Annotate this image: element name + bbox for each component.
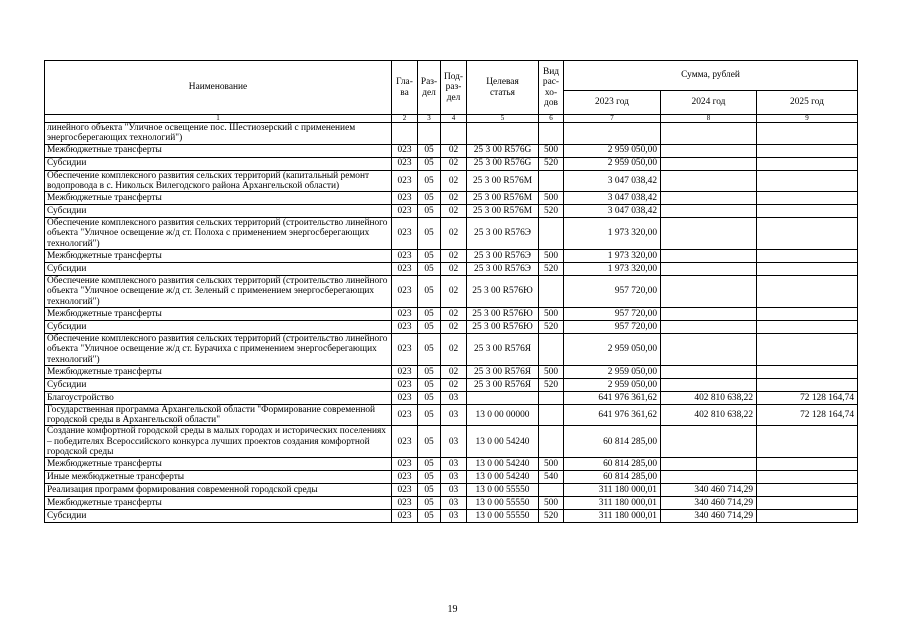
row-name: Государственная программа Архангельской области "Формирование современной городской среды в Архангельской области" [45, 404, 392, 426]
row-subsection: 03 [441, 391, 467, 404]
row-target: 25 3 00 R576Ю [467, 320, 539, 333]
row-exp-type [539, 391, 564, 404]
header-exp-type [539, 61, 564, 115]
row-sum-2024 [661, 378, 757, 391]
row-exp-type: 500 [539, 365, 564, 378]
table-row [45, 218, 858, 250]
row-section: 05 [418, 404, 441, 426]
row-target: 25 3 00 R576Э [467, 263, 539, 276]
row-subsection: 02 [441, 144, 467, 157]
row-section: 05 [418, 263, 441, 276]
table-row [45, 458, 858, 471]
row-sum-2024: 402 810 638,22 [661, 404, 757, 426]
row-subsection: 02 [441, 276, 467, 308]
row-target: 25 3 00 R576Я [467, 378, 539, 391]
row-chapter: 023 [392, 320, 418, 333]
row-name: Межбюджетные трансферты [45, 365, 392, 378]
table-row [45, 320, 858, 333]
table-row [45, 276, 858, 308]
row-name: Иные межбюджетные трансферты [45, 471, 392, 484]
table-body [45, 123, 858, 523]
row-chapter: 023 [392, 144, 418, 157]
row-chapter: 023 [392, 484, 418, 497]
row-sum-2024 [661, 144, 757, 157]
row-sum-2023: 311 180 000,01 [564, 497, 661, 510]
row-sum-2025 [757, 333, 858, 365]
header-chapter [392, 61, 418, 115]
row-sum-2023: 60 814 285,00 [564, 471, 661, 484]
row-chapter: 023 [392, 157, 418, 170]
row-sum-2023: 2 959 050,00 [564, 333, 661, 365]
table-row [45, 365, 858, 378]
row-subsection: 03 [441, 484, 467, 497]
row-name: Межбюджетные трансферты [45, 458, 392, 471]
row-exp-type: 500 [539, 144, 564, 157]
row-section: 05 [418, 170, 441, 192]
row-exp-type: 520 [539, 157, 564, 170]
table-row [45, 170, 858, 192]
row-chapter: 023 [392, 471, 418, 484]
row-target: 25 3 00 R576Я [467, 365, 539, 378]
row-target: 13 0 00 55550 [467, 497, 539, 510]
row-section: 05 [418, 307, 441, 320]
row-name: Межбюджетные трансферты [45, 497, 392, 510]
row-target: 13 0 00 54240 [467, 426, 539, 458]
header-target-label: Целевая статья [486, 77, 519, 98]
row-sum-2025 [757, 307, 858, 320]
header-year-2024: 2024 год [661, 91, 757, 115]
row-sum-2023: 60 814 285,00 [564, 426, 661, 458]
table-row [45, 157, 858, 170]
row-sum-2025 [757, 497, 858, 510]
row-target: 25 3 00 R576Ю [467, 276, 539, 308]
row-sum-2025 [757, 471, 858, 484]
row-sum-2025 [757, 276, 858, 308]
row-name: Межбюджетные трансферты [45, 192, 392, 205]
row-sum-2024 [661, 426, 757, 458]
row-name: Обеспечение комплексного развития сельских территорий (строительство линейного объекта "Уличное освещение ж/д ст. Бурачиха с применением энергосберегающих технологий") [45, 333, 392, 365]
row-subsection: 02 [441, 307, 467, 320]
header-section [418, 61, 441, 115]
row-target [467, 391, 539, 404]
row-subsection: 03 [441, 458, 467, 471]
header-name: Наименование [45, 61, 392, 115]
header-subsection-label: Под- раз- дел [443, 72, 464, 103]
row-sum-2023: 3 047 038,42 [564, 205, 661, 218]
row-sum-2024 [661, 192, 757, 205]
row-sum-2025 [757, 250, 858, 263]
row-section: 05 [418, 320, 441, 333]
row-subsection: 02 [441, 170, 467, 192]
row-sum-2024 [661, 263, 757, 276]
row-target: 13 0 00 55550 [467, 484, 539, 497]
row-exp-type: 520 [539, 510, 564, 523]
row-exp-type: 500 [539, 307, 564, 320]
row-exp-type: 540 [539, 471, 564, 484]
row-exp-type [539, 333, 564, 365]
row-target: 25 3 00 R576Я [467, 333, 539, 365]
row-sum-2023: 2 959 050,00 [564, 144, 661, 157]
row-exp-type [539, 170, 564, 192]
index-cell: 9 [757, 115, 858, 123]
row-sum-2024 [661, 365, 757, 378]
row-sum-2023: 1 973 320,00 [564, 218, 661, 250]
row-subsection: 03 [441, 426, 467, 458]
row-sum-2024 [661, 157, 757, 170]
row-name: Субсидии [45, 320, 392, 333]
row-chapter [392, 123, 418, 145]
row-name: Межбюджетные трансферты [45, 250, 392, 263]
row-chapter: 023 [392, 205, 418, 218]
row-sum-2025 [757, 144, 858, 157]
table-row [45, 307, 858, 320]
row-sum-2024: 340 460 714,29 [661, 497, 757, 510]
row-target: 25 3 00 R576G [467, 144, 539, 157]
row-exp-type [539, 426, 564, 458]
row-sum-2025 [757, 365, 858, 378]
budget-table [44, 60, 858, 523]
row-subsection: 02 [441, 205, 467, 218]
row-sum-2023: 957 720,00 [564, 276, 661, 308]
table-row [45, 510, 858, 523]
row-sum-2025 [757, 123, 858, 145]
row-chapter: 023 [392, 404, 418, 426]
row-target: 25 3 00 R576Ю [467, 307, 539, 320]
row-target: 13 0 00 54240 [467, 458, 539, 471]
row-sum-2025 [757, 426, 858, 458]
row-chapter: 023 [392, 391, 418, 404]
row-exp-type [539, 484, 564, 497]
row-section: 05 [418, 391, 441, 404]
row-target: 25 3 00 R576Э [467, 218, 539, 250]
row-section: 05 [418, 484, 441, 497]
row-section: 05 [418, 458, 441, 471]
row-name: Субсидии [45, 263, 392, 276]
row-sum-2023: 2 959 050,00 [564, 157, 661, 170]
row-sum-2023: 3 047 038,42 [564, 170, 661, 192]
index-cell: 7 [564, 115, 661, 123]
table-row [45, 192, 858, 205]
row-subsection [441, 123, 467, 145]
table-row [45, 426, 858, 458]
row-sum-2024 [661, 471, 757, 484]
index-cell: 3 [418, 115, 441, 123]
row-subsection: 03 [441, 497, 467, 510]
index-cell: 6 [539, 115, 564, 123]
table-row [45, 404, 858, 426]
row-target: 25 3 00 R576G [467, 157, 539, 170]
row-sum-2024 [661, 250, 757, 263]
row-chapter: 023 [392, 497, 418, 510]
row-target [467, 123, 539, 145]
row-chapter: 023 [392, 458, 418, 471]
table-row [45, 471, 858, 484]
table-row [45, 497, 858, 510]
header-subsection [441, 61, 467, 115]
row-subsection: 02 [441, 157, 467, 170]
table-row [45, 205, 858, 218]
row-target: 25 3 00 R576M [467, 205, 539, 218]
row-subsection: 03 [441, 404, 467, 426]
row-section: 05 [418, 426, 441, 458]
row-sum-2023: 2 959 050,00 [564, 365, 661, 378]
row-name: Субсидии [45, 157, 392, 170]
row-exp-type [539, 123, 564, 145]
row-chapter: 023 [392, 378, 418, 391]
row-section: 05 [418, 497, 441, 510]
row-sum-2025 [757, 510, 858, 523]
row-section: 05 [418, 276, 441, 308]
row-section: 05 [418, 192, 441, 205]
row-subsection: 02 [441, 378, 467, 391]
row-sum-2025 [757, 458, 858, 471]
row-sum-2025 [757, 205, 858, 218]
header-year-2023: 2023 год [564, 91, 661, 115]
row-target: 13 0 00 55550 [467, 510, 539, 523]
header-exp-type-label: Вид рас- хо- дов [542, 66, 560, 108]
row-section: 05 [418, 144, 441, 157]
row-exp-type: 500 [539, 192, 564, 205]
row-sum-2024 [661, 123, 757, 145]
row-name: Субсидии [45, 378, 392, 391]
row-sum-2024 [661, 320, 757, 333]
row-chapter: 023 [392, 510, 418, 523]
row-name: Благоустройство [45, 391, 392, 404]
row-section: 05 [418, 471, 441, 484]
row-exp-type [539, 276, 564, 308]
row-subsection: 02 [441, 333, 467, 365]
header-target [467, 61, 539, 115]
row-chapter: 023 [392, 426, 418, 458]
row-name: Субсидии [45, 205, 392, 218]
row-subsection: 02 [441, 218, 467, 250]
table-row [45, 250, 858, 263]
row-exp-type [539, 218, 564, 250]
row-target: 25 3 00 R576M [467, 192, 539, 205]
row-chapter: 023 [392, 333, 418, 365]
row-section: 05 [418, 205, 441, 218]
row-chapter: 023 [392, 170, 418, 192]
row-sum-2024 [661, 458, 757, 471]
table-row [45, 144, 858, 157]
table-row [45, 391, 858, 404]
row-sum-2025 [757, 218, 858, 250]
row-subsection: 02 [441, 320, 467, 333]
row-section: 05 [418, 510, 441, 523]
row-chapter: 023 [392, 276, 418, 308]
row-exp-type: 500 [539, 458, 564, 471]
header-chapter-label: Гла- ва [396, 77, 413, 98]
row-exp-type: 500 [539, 497, 564, 510]
row-sum-2023: 1 973 320,00 [564, 263, 661, 276]
row-sum-2024: 402 810 638,22 [661, 391, 757, 404]
row-sum-2025 [757, 378, 858, 391]
row-sum-2024 [661, 205, 757, 218]
row-subsection: 02 [441, 263, 467, 276]
row-sum-2023: 641 976 361,62 [564, 404, 661, 426]
table-row [45, 378, 858, 391]
row-name: Обеспечение комплексного развития сельских территорий (капитальный ремонт водопровода в с. Никольск Вилегодского района Архангельской области) [45, 170, 392, 192]
row-section: 05 [418, 378, 441, 391]
row-sum-2025 [757, 170, 858, 192]
row-sum-2025: 72 128 164,74 [757, 391, 858, 404]
row-exp-type: 520 [539, 378, 564, 391]
row-subsection: 02 [441, 365, 467, 378]
row-sum-2023: 957 720,00 [564, 320, 661, 333]
row-target: 13 0 00 00000 [467, 404, 539, 426]
index-cell: 8 [661, 115, 757, 123]
row-name: линейного объекта "Уличное освещение пос. Шестиозерский с применением энергосберегающих технологий") [45, 123, 392, 145]
row-subsection: 02 [441, 250, 467, 263]
row-target: 13 0 00 54240 [467, 471, 539, 484]
row-sum-2023: 2 959 050,00 [564, 378, 661, 391]
row-sum-2024 [661, 307, 757, 320]
index-cell: 2 [392, 115, 418, 123]
row-name: Межбюджетные трансферты [45, 144, 392, 157]
index-cell: 5 [467, 115, 539, 123]
row-sum-2024 [661, 333, 757, 365]
row-section: 05 [418, 365, 441, 378]
row-sum-2025 [757, 157, 858, 170]
row-chapter: 023 [392, 218, 418, 250]
row-sum-2023: 3 047 038,42 [564, 192, 661, 205]
row-target: 25 3 00 R576M [467, 170, 539, 192]
row-subsection: 02 [441, 192, 467, 205]
row-name: Субсидии [45, 510, 392, 523]
row-sum-2025 [757, 484, 858, 497]
row-exp-type: 500 [539, 250, 564, 263]
row-chapter: 023 [392, 250, 418, 263]
row-exp-type: 520 [539, 263, 564, 276]
row-name: Обеспечение комплексного развития сельских территорий (строительство линейного объекта "Уличное освещение ж/д ст. Зеленый с применением энергосберегающих технологий") [45, 276, 392, 308]
row-subsection: 03 [441, 510, 467, 523]
row-sum-2024 [661, 218, 757, 250]
row-name: Создание комфортной городской среды в малых городах и исторических поселениях – победителях Всероссийского конкурса лучших проектов создания комфортной городской среды [45, 426, 392, 458]
row-section: 05 [418, 157, 441, 170]
row-chapter: 023 [392, 365, 418, 378]
row-section: 05 [418, 218, 441, 250]
row-sum-2023: 1 973 320,00 [564, 250, 661, 263]
row-section: 05 [418, 250, 441, 263]
table-row [45, 263, 858, 276]
index-cell: 1 [45, 115, 392, 123]
row-exp-type [539, 404, 564, 426]
row-sum-2023: 311 180 000,01 [564, 510, 661, 523]
row-sum-2025 [757, 263, 858, 276]
row-chapter: 023 [392, 307, 418, 320]
row-sum-2023 [564, 123, 661, 145]
row-sum-2025: 72 128 164,74 [757, 404, 858, 426]
row-sum-2023: 60 814 285,00 [564, 458, 661, 471]
row-name: Реализация программ формирования современной городской среды [45, 484, 392, 497]
row-target: 25 3 00 R576Э [467, 250, 539, 263]
table-row [45, 123, 858, 145]
row-exp-type: 520 [539, 320, 564, 333]
row-sum-2023: 641 976 361,62 [564, 391, 661, 404]
row-sum-2023: 311 180 000,01 [564, 484, 661, 497]
row-sum-2024: 340 460 714,29 [661, 510, 757, 523]
row-sum-2025 [757, 320, 858, 333]
row-section [418, 123, 441, 145]
row-sum-2023: 957 720,00 [564, 307, 661, 320]
row-chapter: 023 [392, 192, 418, 205]
table-row [45, 333, 858, 365]
row-exp-type: 520 [539, 205, 564, 218]
row-name: Обеспечение комплексного развития сельских территорий (строительство линейного объекта "Уличное освещение ж/д ст. Полоха с применением энергосберегающих технологий") [45, 218, 392, 250]
row-subsection: 03 [441, 471, 467, 484]
row-sum-2024: 340 460 714,29 [661, 484, 757, 497]
header-section-label: Раз- дел [420, 77, 438, 98]
header-sum: Сумма, рублей [564, 61, 858, 91]
page-number: 19 [447, 604, 458, 615]
row-chapter: 023 [392, 263, 418, 276]
row-name: Межбюджетные трансферты [45, 307, 392, 320]
row-sum-2024 [661, 276, 757, 308]
table-row [45, 484, 858, 497]
index-cell: 4 [441, 115, 467, 123]
row-sum-2024 [661, 170, 757, 192]
header-year-2025: 2025 год [757, 91, 858, 115]
row-section: 05 [418, 333, 441, 365]
row-sum-2025 [757, 192, 858, 205]
